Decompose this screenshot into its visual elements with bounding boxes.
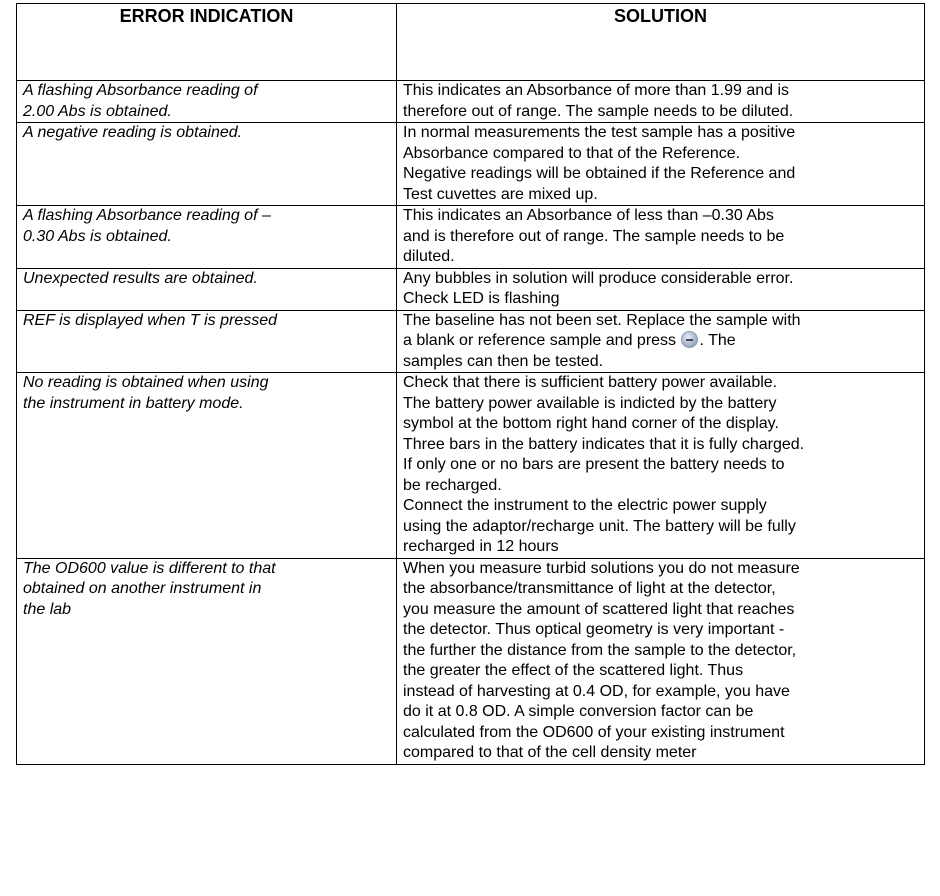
error-cell: No reading is obtained when using the instrument in battery mode.	[17, 373, 397, 559]
table-row	[17, 123, 925, 206]
header-error-indication: ERROR INDICATION	[17, 4, 397, 81]
error-cell: Unexpected results are obtained.	[17, 268, 397, 310]
error-cell: The OD600 value is different to that obtained on another instrument in the lab	[17, 558, 397, 764]
table-row	[17, 373, 925, 559]
solution-cell: In normal measurements the test sample has a positive Absorbance compared to that of the Reference. Negative readings will be obtained if the Reference and Test cuvettes are mixed up.	[397, 123, 925, 206]
error-cell: A flashing Absorbance reading of – 0.30 Abs is obtained.	[17, 206, 397, 269]
solution-text-part: . The samples can then be tested.	[403, 332, 736, 370]
troubleshooting-table	[16, 3, 925, 765]
table-row	[17, 558, 925, 764]
solution-cell: This indicates an Absorbance of less than –0.30 Abs and is therefore out of range. The sample needs to be diluted.	[397, 206, 925, 269]
table-row	[17, 206, 925, 269]
solution-cell: Any bubbles in solution will produce considerable error. Check LED is flashing	[397, 268, 925, 310]
error-cell: A flashing Absorbance reading of 2.00 Abs is obtained.	[17, 81, 397, 123]
reference-key-icon	[681, 331, 698, 348]
table-row	[17, 310, 925, 373]
error-cell: REF is displayed when T is pressed	[17, 310, 397, 373]
table-header-row	[17, 4, 925, 81]
table-row	[17, 81, 925, 123]
solution-cell	[397, 310, 925, 373]
solution-cell: Check that there is sufficient battery power available. The battery power available is indicted by the battery symbol at the bottom right hand corner of the display. Three bars in the battery indicates that it is fully charged. If only one or no bars are present the battery needs to be recharged. Connect the instrument to the electric power supply using the adaptor/recharge unit. The battery will be fully recharged in 12 hours	[397, 373, 925, 559]
solution-text-part: The baseline has not been set. Replace the sample with a blank or reference sample and press	[403, 311, 801, 349]
table-row	[17, 268, 925, 310]
solution-cell: When you measure turbid solutions you do not measure the absorbance/transmittance of light at the detector, you measure the amount of scattered light that reaches the detector. Thus optical geometry is very important - the further the distance from the sample to the detector, the greater the effect of the scattered light. Thus instead of harvesting at 0.4 OD, for example, you have do it at 0.8 OD. A simple conversion factor can be calculated from the OD600 of your existing instrument compared to that of the cell density meter	[397, 558, 925, 764]
error-cell: A negative reading is obtained.	[17, 123, 397, 206]
solution-cell: This indicates an Absorbance of more than 1.99 and is therefore out of range. The sample needs to be diluted.	[397, 81, 925, 123]
header-solution: SOLUTION	[397, 4, 925, 81]
